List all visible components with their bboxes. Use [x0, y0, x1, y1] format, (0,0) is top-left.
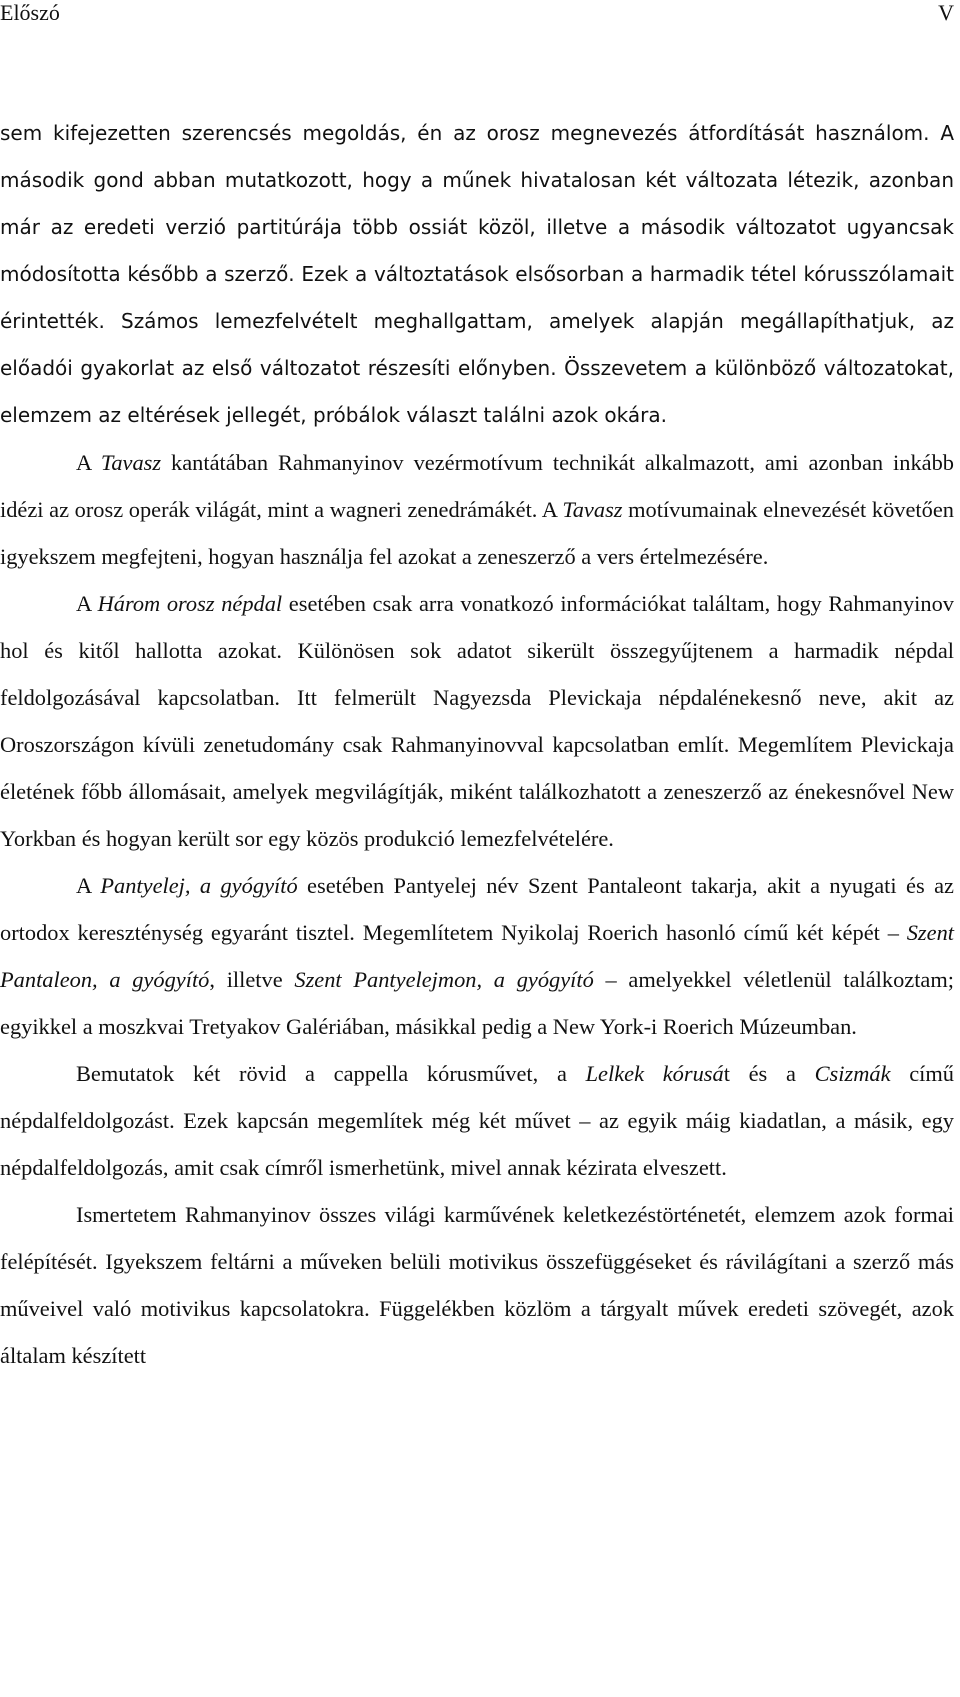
text-segment: című népdalfeldolgozást. Ezek kapcsán megemlítek még két művet – az egyik máig kiadatlan, a másik, egy népdalfeldolgozás, amit csak címről ismerhetünk, mivel annak kézirata elveszett. — [0, 1061, 954, 1180]
italic-title: Szent Pantyelejmon, a gyógyító — [294, 967, 594, 992]
page-number: V — [938, 0, 954, 25]
italic-title: Pantyelej, a gyógyító — [100, 873, 298, 898]
page-body — [0, 110, 954, 1379]
text-segment: Ismertetem Rahmanyinov összes világi karművének keletkezéstörténetét, elemzem azok formai felépítését. Igyekszem feltárni a műveken belüli motivikus összefüggéseket és rávilágítani a szerző más műveivel való motivikus kapcsolatokra. Függelékben közlöm a tárgyalt művek eredeti szövegét, azok általam készített — [0, 1202, 954, 1368]
text-segment: A — [76, 591, 98, 616]
italic-title: Szent Pantaleon, a gyógyító — [0, 920, 954, 992]
paragraph — [0, 1050, 954, 1191]
text-segment: esetében Pantyelej név Szent Pantaleont takarja, akit a nyugati és az ortodox kereszténység egyaránt tisztel. Megemlítetem Nyikolaj Roerich hasonló című két képét – — [0, 873, 954, 945]
paragraph — [0, 580, 954, 862]
paragraph — [0, 110, 954, 439]
text-segment: kantátában Rahmanyinov vezérmotívum technikát alkalmazott, ami azonban inkább idézi az orosz operák világát, mint a wagneri zenedrámákét. A — [0, 450, 954, 522]
text-segment: A — [76, 450, 101, 475]
text-segment: A — [76, 873, 101, 898]
text-segment: sem kifejezetten szerencsés megoldás, én az orosz megnevezés átfordítását használom. A második gond abban mutatkozott, hogy a műnek hivatalosan két változata létezik, azonban már az eredeti verzió partitúrája több ossiát közöl, illetve a második változatot ugyancsak módosította később a szerző. Ezek a változtatások elsősorban a harmadik tétel kórusszólamait érintették. Számos lemezfelvételt meghallgattam, amelyek alapján megállapíthatjuk, az előadói gyakorlat az első változatot részesíti előnyben. Összevetem a különböző változatokat, elemzem az eltérések jellegét, próbálok választ találni azok okára. — [0, 121, 954, 427]
text-segment: , illetve — [209, 967, 295, 992]
italic-title: Tavasz — [100, 450, 162, 475]
italic-title: Lelkek kórusá — [585, 1061, 724, 1086]
paragraph — [0, 1191, 954, 1379]
text-segment: Bemutatok két rövid a cappella kórusművet, a — [76, 1061, 586, 1086]
paragraph — [0, 439, 954, 580]
text-segment: t és a — [723, 1061, 815, 1086]
paragraph — [0, 862, 954, 1050]
italic-title: Tavasz — [562, 497, 623, 522]
text-segment: – amelyekkel véletlenül találkoztam; egyikkel a moszkvai Tretyakov Galériában, másikkal pedig a New York-i Roerich Múzeumban. — [0, 967, 955, 1039]
italic-title: Csizmák — [814, 1061, 891, 1086]
text-segment: esetében csak arra vonatkozó információkat találtam, hogy Rahmanyinov hol és kitől hallotta azokat. Különösen sok adatot sikerült összegyűjtenem a harmadik népdal feldolgozásával kapcsolatban. Itt felmerült Nagyezsda Plevickaja népdalénekesnő neve, akit az Oroszországon kívüli zenetudomány csak Rahmanyinovval kapcsolatban említ. Megemlítem Plevickaja életének főbb állomásait, amelyek megvilágítják, miként találkozhatott a zeneszerző az énekesnővel New Yorkban és hogyan került sor egy közös produkció lemezfelvételére. — [0, 591, 954, 851]
section-title: Előszó — [0, 0, 60, 25]
text-segment: motívumainak elnevezését követően igyekszem megfejteni, hogyan használja fel azokat a zeneszerző a vers értelmezésére. — [0, 497, 954, 569]
italic-title: Három orosz népdal — [97, 591, 283, 616]
running-head — [0, 0, 960, 26]
